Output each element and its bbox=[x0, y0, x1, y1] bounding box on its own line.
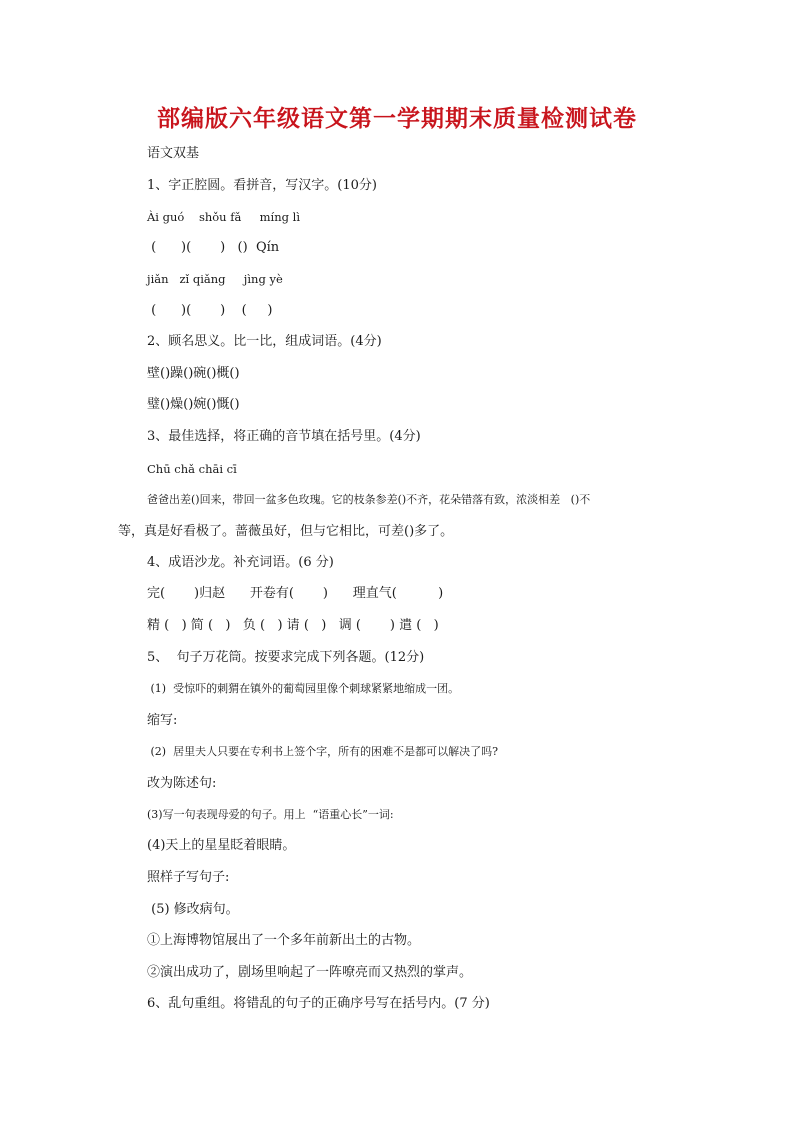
question-3-heading: 3、最佳选择，将正确的音节填在括号里。(4分) bbox=[147, 429, 421, 444]
sick-sentence-2: ②演出成功了，剧场里响起了一阵嘹亮而又热烈的掌声。 bbox=[147, 965, 473, 980]
question-5-item-3: (3)写一句表现母爱的句子。用上 “语重心长”一词: bbox=[147, 808, 394, 821]
declarative-label: 改为陈述句: bbox=[147, 776, 217, 791]
imitate-label: 照样子写句子: bbox=[147, 870, 230, 885]
answer-brackets-row-1: ( )( ) () Qín bbox=[147, 240, 280, 255]
char-compare-row-2: 璧()燥()婉()慨() bbox=[147, 397, 240, 412]
sick-sentence-1: ①上海博物馆展出了一个多年前新出土的古物。 bbox=[147, 933, 421, 948]
question-3-passage-line-2: 等，真是好看极了。蔷薇虽好，但与它相比，可差()多了。 bbox=[118, 524, 454, 539]
question-6-heading: 6、乱句重组。将错乱的句子的正确序号写在括号内。(7 分) bbox=[147, 996, 490, 1011]
question-3-passage-line-1: 爸爸出差()回来，带回一盆多色玫瑰。它的枝条参差()不齐，花朵错落有致，浓淡相差 ()不 bbox=[147, 493, 591, 506]
page-title: 部编版六年级语文第一学期期末质量检测试卷 bbox=[157, 105, 637, 132]
question-5-item-5: (5) 修改病句。 bbox=[147, 902, 239, 917]
char-compare-row-1: 壁()躁()碗()概() bbox=[147, 366, 240, 381]
question-5-item-2: (2) 居里夫人只要在专利书上签个字，所有的困难不是都可以解决了吗? bbox=[147, 745, 498, 758]
question-4-heading: 4、成语沙龙。补充词语。(6 分) bbox=[147, 555, 334, 570]
question-5-heading: 5、 句子万花筒。按要求完成下列各题。(12分) bbox=[147, 650, 425, 665]
question-5-item-1: (1) 受惊吓的刺猬在镇外的葡萄园里像个刺球紧紧地缩成一团。 bbox=[147, 682, 460, 695]
idiom-row-2: 精 ( ) 简 ( ) 负 ( ) 请 ( ) 调 ( ) 遣 ( ) bbox=[147, 618, 439, 633]
pinyin-row-1: Ài guó shǒu fǎ míng lì bbox=[147, 210, 300, 224]
question-1-heading: 1、字正腔圆。看拼音，写汉字。(10分) bbox=[147, 178, 377, 193]
pinyin-row-2: jiǎn zǐ qiǎng jìng yè bbox=[147, 272, 283, 286]
section-heading: 语文双基 bbox=[147, 146, 200, 161]
question-2-heading: 2、顾名思义。比一比，组成词语。(4分) bbox=[147, 334, 382, 349]
answer-brackets-row-2: ( )( ) ( ) bbox=[147, 303, 273, 318]
condense-label: 缩写: bbox=[147, 713, 178, 728]
question-5-item-4: (4)天上的星星眨着眼睛。 bbox=[147, 838, 296, 853]
idiom-row-1: 完( )归赵 开卷有( ) 理直气( ) bbox=[147, 586, 444, 601]
syllable-options: Chū chǎ chāi cī bbox=[147, 462, 237, 476]
